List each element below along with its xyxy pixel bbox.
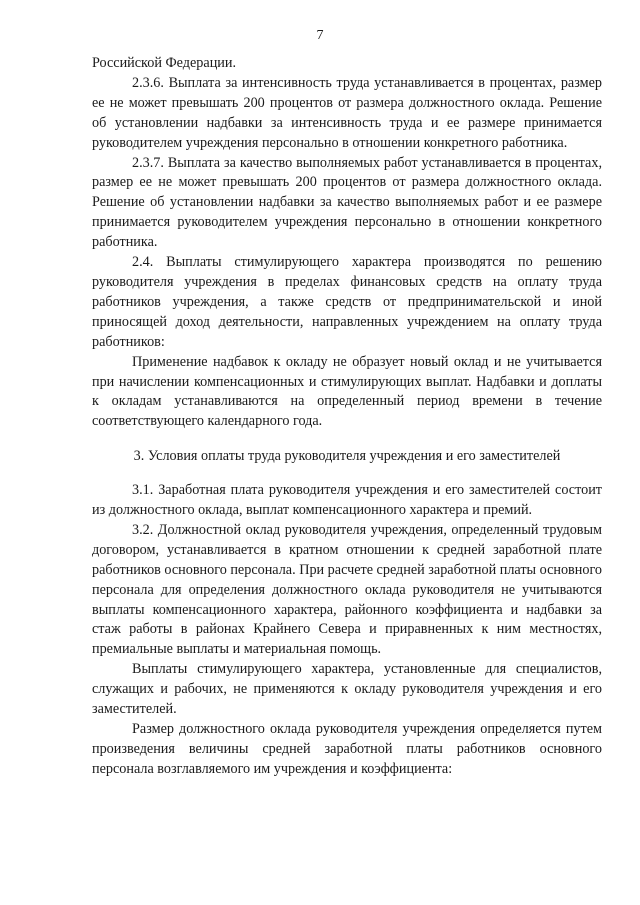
paragraph-continuation: Российской Федерации. <box>92 55 237 71</box>
paragraph-allowances-note: Применение надбавок к окладу не образует новый оклад и не учитывается при начислении компенсационных и стимулирующих выплат. Надбавки и доплаты к окладам устанавливаются на определенный период времени в течение соответствующего календарного года. <box>92 353 602 430</box>
paragraph-3-1: 3.1. Заработная плата руководителя учреждения и его заместителей состоит из должностного оклада, выплат компенсационного характера и премий. <box>92 482 602 519</box>
paragraph-2-3-6: 2.3.6. Выплата за интенсивность труда устанавливается в процентах, размер ее не может превышать 200 процентов от размера должностного оклада. Решение об установлении надбавки за интенсивность труда и ее размере принимается руководителем учреждения персонально в отношении конкретного работника. <box>92 74 602 151</box>
page-number: 7 <box>316 28 324 43</box>
section-heading-3: 3. Условия оплаты труда руководителя учреждения и его заместителей <box>133 448 561 465</box>
paragraph-2-3-7: 2.3.7. Выплата за качество выполняемых работ устанавливается в процентах, размер ее не может превышать 200 процентов от размера должностного оклада. Решение об установлении надбавки за качество выполняемых работ и ее размере принимается руководителем учреждения персонально в отношении конкретного работника. <box>92 154 602 251</box>
paragraph-salary-size: Размер должностного оклада руководителя учреждения определяется путем произведения величины средней заработной платы работников основного персонала возглавляемого им учреждения и коэффициента: <box>92 721 602 777</box>
paragraph-stimulating-payments: Выплаты стимулирующего характера, установленные для специалистов, служащих и рабочих, не применяются к окладу руководителя учреждения и его заместителей. <box>92 661 602 718</box>
paragraph-2-4: 2.4. Выплаты стимулирующего характера производятся по решению руководителя учреждения в пределах финансовых средств на оплату труда работников учреждения, а также средств от предпринимательской и иной приносящей доход деятельности, направленных учреждением на оплату труда работников: <box>92 254 602 350</box>
document-body <box>92 54 602 780</box>
paragraph-3-2: 3.2. Должностной оклад руководителя учреждения, определенный трудовым договором, устанавливается в кратном отношении к средней заработной плате работников основного персонала. При расчете средней заработной платы основного персонала для определения должностного оклада руководителя не учитываются выплаты компенсационного характера, районного коэффициента и надбавки за стаж работы в районах Крайнего Севера и приравненных к ним местностях, премиальные выплаты и материальная помощь. <box>92 521 603 658</box>
